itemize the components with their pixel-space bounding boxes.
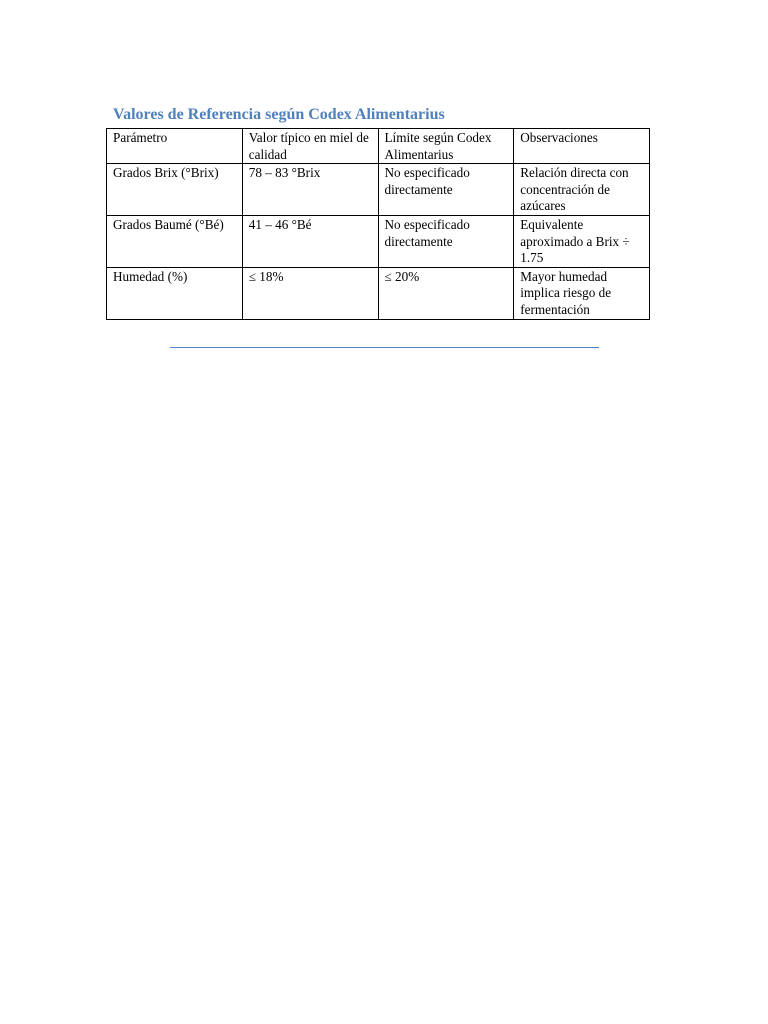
table-cell: Relación directa con concentración de azúcares bbox=[514, 164, 650, 216]
table-header-row bbox=[107, 129, 650, 164]
table-cell: 78 – 83 °Brix bbox=[242, 164, 378, 216]
table-cell: 41 – 46 °Bé bbox=[242, 215, 378, 267]
header-parametro: Parámetro bbox=[107, 129, 243, 164]
table-cell: No especificado directamente bbox=[378, 164, 514, 216]
table-cell: ≤ 18% bbox=[242, 267, 378, 319]
table-row bbox=[107, 267, 650, 319]
reference-values-table bbox=[106, 128, 650, 320]
table-cell: Equivalente aproximado a Brix ÷ 1.75 bbox=[514, 215, 650, 267]
header-observaciones: Observaciones bbox=[514, 129, 650, 164]
table-row bbox=[107, 215, 650, 267]
header-valor-tipico: Valor típico en miel de calidad bbox=[242, 129, 378, 164]
table-cell: ≤ 20% bbox=[378, 267, 514, 319]
table-cell: Grados Baumé (°Bé) bbox=[107, 215, 243, 267]
horizontal-divider bbox=[170, 347, 599, 348]
header-limite-codex: Límite según Codex Alimentarius bbox=[378, 129, 514, 164]
table-cell: Mayor humedad implica riesgo de fermentación bbox=[514, 267, 650, 319]
table-row bbox=[107, 164, 650, 216]
table-cell: Grados Brix (°Brix) bbox=[107, 164, 243, 216]
table-cell: No especificado directamente bbox=[378, 215, 514, 267]
table-cell: Humedad (%) bbox=[107, 267, 243, 319]
section-heading: Valores de Referencia según Codex Alimentarius bbox=[113, 106, 445, 123]
